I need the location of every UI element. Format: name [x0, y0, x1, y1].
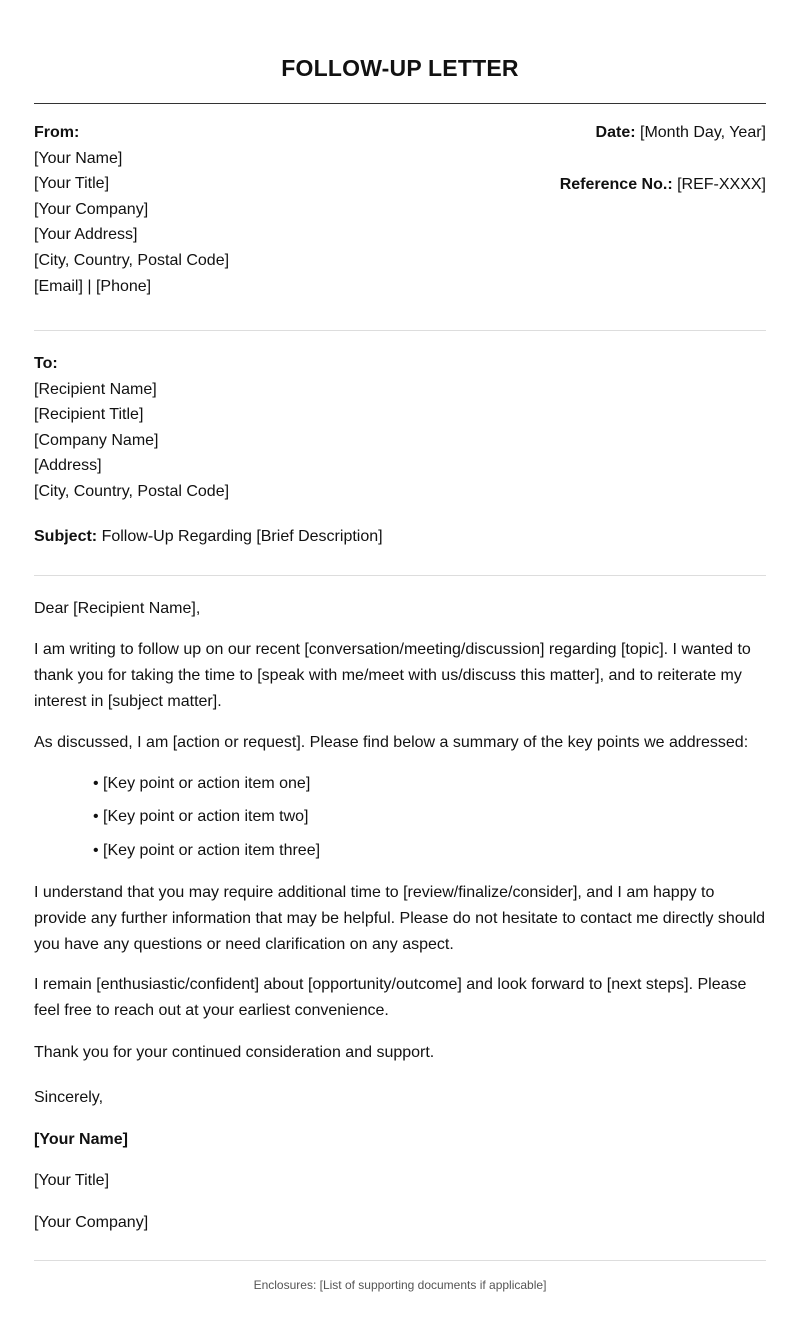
- date-label: Date:: [595, 124, 636, 141]
- subject-line: [34, 524, 383, 550]
- reference-value: [REF-XXXX]: [677, 176, 766, 193]
- from-label: From:: [34, 124, 80, 141]
- subject-value: Follow-Up Regarding [Brief Description]: [101, 528, 383, 545]
- date-value: [Month Day, Year]: [640, 124, 766, 141]
- body-paragraph: I remain [enthusiastic/confident] about [opportunity/outcome] and look forward to [next steps]. Please feel free to reach out at your earliest convenience.: [34, 976, 747, 1019]
- recipient-title: [Recipient Title]: [34, 406, 144, 424]
- reference-label: Reference No.:: [559, 176, 673, 193]
- sender-company: [Your Company]: [34, 200, 149, 218]
- signer-title: [Your Title]: [34, 1172, 110, 1189]
- to-label: To:: [34, 355, 58, 372]
- key-points-list: [93, 771, 320, 871]
- subject-label: Subject:: [34, 528, 98, 545]
- list-item: • [Key point or action item three]: [93, 841, 321, 859]
- footer-divider: [34, 1260, 766, 1261]
- signer-company: [Your Company]: [34, 1214, 149, 1231]
- recipient-block: [34, 351, 229, 505]
- sender-city: [City, Country, Postal Code]: [34, 251, 230, 269]
- sender-block: [34, 120, 229, 299]
- sender-address: [Your Address]: [34, 226, 138, 244]
- recipient-city: [City, Country, Postal Code]: [34, 482, 230, 500]
- valediction: Sincerely,: [34, 1089, 104, 1106]
- date-line: [596, 120, 766, 146]
- recipient-address: [Address]: [34, 457, 102, 475]
- page-title: FOLLOW-UP LETTER: [281, 55, 519, 81]
- enclosures-note: Enclosures: [List of supporting documents if applicable]: [253, 1278, 547, 1292]
- title-divider: [34, 103, 766, 104]
- list-item: • [Key point or action item one]: [93, 775, 311, 792]
- recipient-company: [Company Name]: [34, 431, 159, 449]
- reference-line: [560, 172, 766, 198]
- sender-title: [Your Title]: [34, 175, 110, 193]
- signer-name: [Your Name]: [34, 1131, 128, 1148]
- section-divider: [34, 330, 766, 331]
- sender-name: [Your Name]: [34, 149, 123, 167]
- greeting: Dear [Recipient Name],: [34, 600, 201, 617]
- recipient-name: [Recipient Name]: [34, 380, 157, 398]
- body-paragraph: As discussed, I am [action or request]. Please find below a summary of the key points we addressed:: [34, 734, 749, 751]
- sender-contact: [Email] | [Phone]: [34, 277, 152, 295]
- section-divider: [34, 575, 766, 576]
- body-paragraph: I understand that you may require additional time to [review/finalize/consider], and I am happy to provide any further information that may be helpful. Please do not hesitate to contact me directly should you have any questions or need clarification on any aspect.: [34, 884, 766, 953]
- list-item: • [Key point or action item two]: [93, 808, 309, 826]
- body-paragraph: Thank you for your continued consideration and support.: [34, 1044, 435, 1061]
- body-paragraph: I am writing to follow up on our recent [conversation/meeting/discussion] regarding [topic]. I wanted to thank you for taking the time to [speak with me/meet with us/discuss this matter], and to reiterate my interest in [subject matter].: [34, 641, 751, 710]
